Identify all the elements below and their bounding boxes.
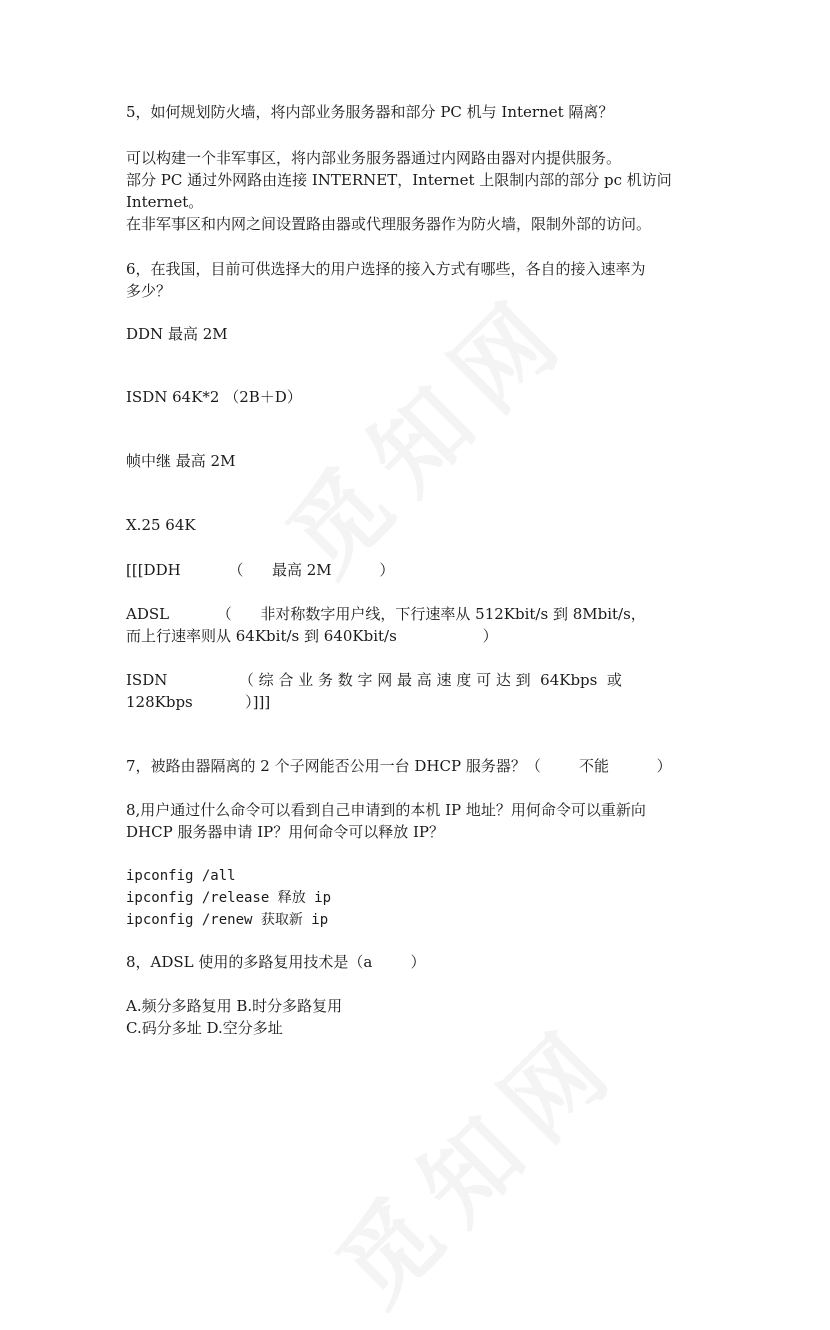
question-8-line-1: 8,用户通过什么命令可以看到自己申请到的本机 IP 地址？用何命令可以重新向	[126, 801, 646, 819]
answer-5-line-2: 部分 PC 通过外网路由连接 INTERNET，Internet 上限制内部的部分 pc 机访问	[126, 171, 672, 189]
question-5: 5，如何规划防火墙，将内部业务服务器和部分 PC 机与 Internet 隔离？	[126, 103, 614, 121]
question-7: 7，被路由器隔离的 2 个子网能否公用一台 DHCP 服务器？（ 不能 ）	[126, 757, 672, 775]
answer-5-line-4: 在非军事区和内网之间设置路由器或代理服务器作为防火墙，限制外部的访问。	[126, 215, 652, 233]
question-6-line-1: 6，在我国，目前可供选择大的用户选择的接入方式有哪些，各自的接入速率为	[126, 260, 646, 278]
command-ipconfig-release: ipconfig /release 释放 ip	[126, 890, 332, 906]
command-ipconfig-renew: ipconfig /renew 获取新 ip	[126, 912, 329, 928]
answer-6-x25: X.25 64K	[126, 516, 196, 534]
answer-6-adsl-line-1: ADSL （ 非对称数字用户线，下行速率从 512Kbit/s 到 8Mbit/s，	[126, 605, 646, 623]
answer-6-isdn: ISDN 64K*2 （2B＋D）	[126, 388, 302, 406]
options-line-1: A.频分多路复用 B.时分多路复用	[126, 997, 343, 1015]
answer-6-isdn-full-line-1: ISDN （ 综 合 业 务 数 字 网 最 高 速 度 可 达 到 64Kbps 或	[126, 671, 622, 689]
answer-6-ddn: DDN 最高 2M	[126, 325, 228, 343]
watermark	[303, 987, 646, 1330]
answer-5-line-3: Internet。	[126, 193, 204, 211]
answer-6-isdn-full-line-2: 128Kbps ）]]]	[126, 693, 271, 711]
question-8-line-2: DHCP 服务器申请 IP？用何命令可以释放 IP？	[126, 823, 445, 841]
question-8b: 8，ADSL 使用的多路复用技术是（a ）	[126, 953, 426, 971]
watermark	[253, 257, 596, 600]
answer-6-ddh: [[[DDH （ 最高 2M ）	[126, 561, 395, 579]
options-line-2: C.码分多址 D.空分多址	[126, 1019, 283, 1037]
question-6-line-2: 多少？	[126, 282, 172, 300]
answer-5-line-1: 可以构建一个非军事区，将内部业务服务器通过内网路由器对内提供服务。	[126, 149, 622, 167]
command-ipconfig-all: ipconfig /all	[126, 868, 236, 884]
answer-6-frame-relay: 帧中继 最高 2M	[126, 452, 236, 470]
answer-6-adsl-line-2: 而上行速率则从 64Kbit/s 到 640Kbit/s ）	[126, 627, 498, 645]
